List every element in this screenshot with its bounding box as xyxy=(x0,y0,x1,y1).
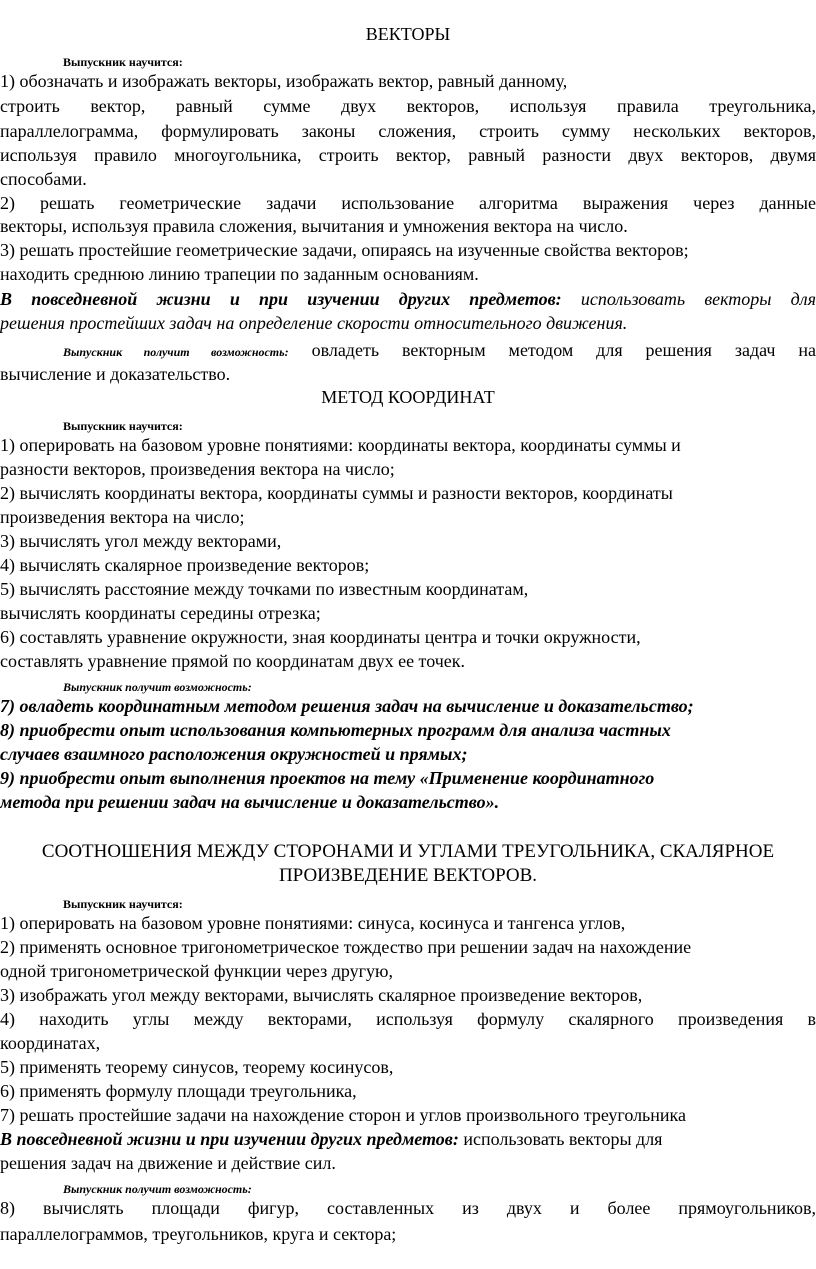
text-line: 3) решать простейшие геометрические задачи, опираясь на изученные свойства векторов; xyxy=(0,240,689,260)
text-line: векторы, используя правила сложения, вычитания и умножения вектора на число. xyxy=(0,216,628,236)
opportunity-label: Выпускник получит возможность: xyxy=(63,1182,252,1196)
daily-life-lead: В повседневной жизни и при изучении других предметов: xyxy=(0,1129,459,1149)
opportunity-item: 9) приобрести опыт выполнения проектов на тему «Применение координатного xyxy=(0,768,655,788)
section-title-coordinates: МЕТОД КООРДИНАТ xyxy=(321,387,495,407)
daily-life-line xyxy=(0,1127,816,1151)
text-line: вычислять координаты середины отрезка; xyxy=(0,603,321,623)
text-line: 6) составлять уравнение окружности, зная координаты центра и точки окружности, xyxy=(0,627,641,647)
text-line: способами. xyxy=(0,169,87,189)
text-line: находить среднюю линию трапеции по заданным основаниям. xyxy=(0,264,479,284)
learn-label: Выпускник научится: xyxy=(63,419,183,433)
text-line: 1) оперировать на базовом уровне понятиями: координаты вектора, координаты суммы и xyxy=(0,435,681,455)
opportunity-item: 7) овладеть координатным методом решения задач на вычисление и доказательство; xyxy=(0,696,694,716)
text-line: 2) вычислять координаты вектора, координаты суммы и разности векторов, координаты xyxy=(0,483,673,503)
opportunity-item: 8) вычислять площади фигур, составленных из двух и более прямоугольников, xyxy=(0,1198,816,1218)
daily-life-line xyxy=(0,287,816,311)
section-title-vectors: ВЕКТОРЫ xyxy=(365,24,451,44)
opportunity-item: параллелограммов, треугольников, круга и сектора; xyxy=(0,1224,397,1244)
text-line: 5) вычислять расстояние между точками по известным координатам, xyxy=(0,579,529,599)
opportunity-text: овладеть векторным методом для решения задач на xyxy=(311,340,816,360)
opportunity-text: вычисление и доказательство. xyxy=(0,364,231,384)
learn-label: Выпускник научится: xyxy=(63,897,183,911)
opportunity-label: Выпускник получит возможность: xyxy=(63,680,252,694)
text-line: составлять уравнение прямой по координатам двух ее точек. xyxy=(0,651,466,671)
opportunity-line xyxy=(63,338,816,364)
opportunity-item: 8) приобрести опыт использования компьютерных программ для анализа частных xyxy=(0,720,671,740)
text-line: 4) вычислять скалярное произведение векторов; xyxy=(0,555,370,575)
opportunity-label: Выпускник получит возможность: xyxy=(63,345,289,359)
opportunity-item: случаев взаимного расположения окружностей и прямых; xyxy=(0,744,468,764)
daily-life-text: использовать векторы для xyxy=(463,1129,663,1149)
text-line: 2) применять основное тригонометрическое тождество при решении задач на нахождение xyxy=(0,937,692,957)
section-title-triangles-cont: ПРОИЗВЕДЕНИЕ ВЕКТОРОВ. xyxy=(278,865,538,886)
text-line: 2) решать геометрические задачи использование алгоритма выражения через данные xyxy=(0,193,816,213)
text-line: 5) применять теорему синусов, теорему косинусов, xyxy=(0,1057,394,1077)
learn-label: Выпускник научится: xyxy=(63,55,183,69)
daily-life-text: решения задач на движение и действие сил. xyxy=(0,1153,336,1173)
text-line: координатах, xyxy=(0,1033,101,1053)
text-line: 1) оперировать на базовом уровне понятиями: синуса, косинуса и тангенса углов, xyxy=(0,913,626,933)
text-line: одной тригонометрической функции через другую, xyxy=(0,961,393,981)
daily-life-text: использовать векторы для xyxy=(580,289,816,309)
text-line: разности векторов, произведения вектора на число; xyxy=(0,459,395,479)
text-line: произведения вектора на число; xyxy=(0,507,245,527)
text-line: 4) находить углы между векторами, используя формулу скалярного произведения в xyxy=(0,1009,816,1029)
text-line: 3) вычислять угол между векторами, xyxy=(0,531,282,551)
text-line: 6) применять формулу площади треугольника, xyxy=(0,1081,357,1101)
text-line: 1) обозначать и изображать векторы, изображать вектор, равный данному, xyxy=(0,71,568,91)
section-title-triangles: СООТНОШЕНИЯ МЕЖДУ СТОРОНАМИ И УГЛАМИ ТРЕУГОЛЬНИКА, СКАЛЯРНОЕ xyxy=(41,841,775,862)
text-line: используя правило многоугольника, строить вектор, равный разности двух векторов, двумя xyxy=(0,145,816,165)
text-line: 3) изображать угол между векторами, вычислять скалярное произведение векторов, xyxy=(0,985,643,1005)
text-line: 7) решать простейшие задачи на нахождение сторон и углов произвольного треугольника xyxy=(0,1105,686,1125)
daily-life-lead: В повседневной жизни и при изучении других предметов: xyxy=(0,289,562,309)
text-line: строить вектор, равный сумме двух векторов, используя правила треугольника, xyxy=(0,96,816,116)
opportunity-item: метода при решении задач на вычисление и доказательство». xyxy=(0,792,500,812)
text-line: параллелограмма, формулировать законы сложения, строить сумму нескольких векторов, xyxy=(0,121,816,141)
daily-life-text: решения простейших задач на определение скорости относительного движения. xyxy=(0,313,628,333)
